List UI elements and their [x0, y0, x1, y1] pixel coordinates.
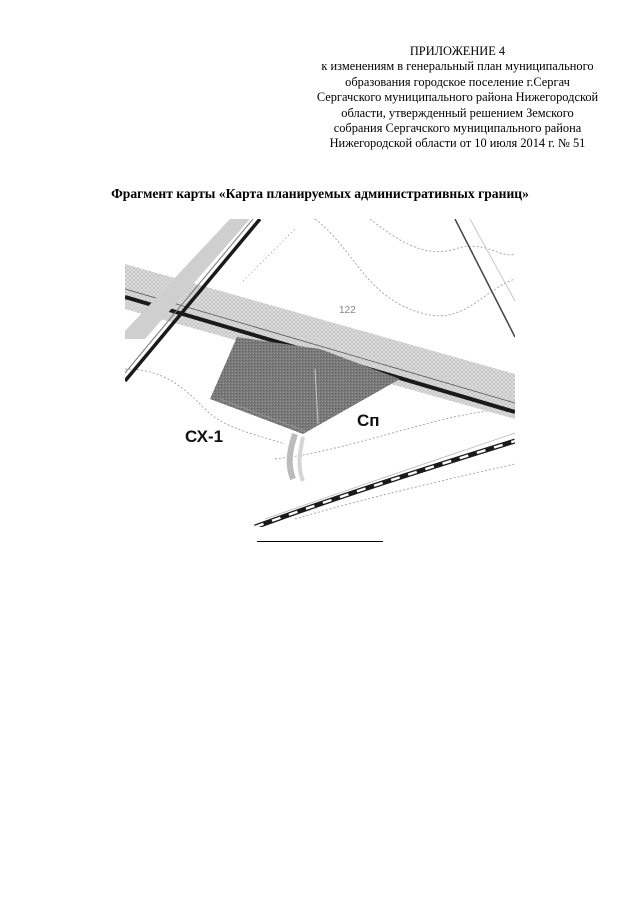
parcel-number: 122 [339, 305, 356, 316]
appendix-line: области, утвержденный решением Земского [341, 105, 574, 120]
appendix-line: образования городское поселение г.Сергач [345, 74, 570, 89]
divider-line [257, 541, 383, 542]
appendix-title: ПРИЛОЖЕНИЕ 4 [409, 44, 506, 58]
zone-label-special: Сп [357, 411, 380, 430]
appendix-line: собрания Сергачского муниципального района [333, 121, 582, 136]
appendix-line: к изменениям в генеральный план муниципального [321, 59, 594, 74]
map-fragment [125, 219, 515, 527]
map-title: Фрагмент карты «Карта планируемых административных границ» [111, 186, 529, 201]
zone-label-agricultural: СХ-1 [185, 427, 224, 446]
appendix-line: Нижегородской области от 10 июля 2014 г. № 51 [329, 136, 586, 151]
appendix-line: Сергачского муниципального района Нижегородской [316, 90, 599, 105]
appendix-header [290, 44, 625, 152]
map-canvas [125, 219, 515, 527]
